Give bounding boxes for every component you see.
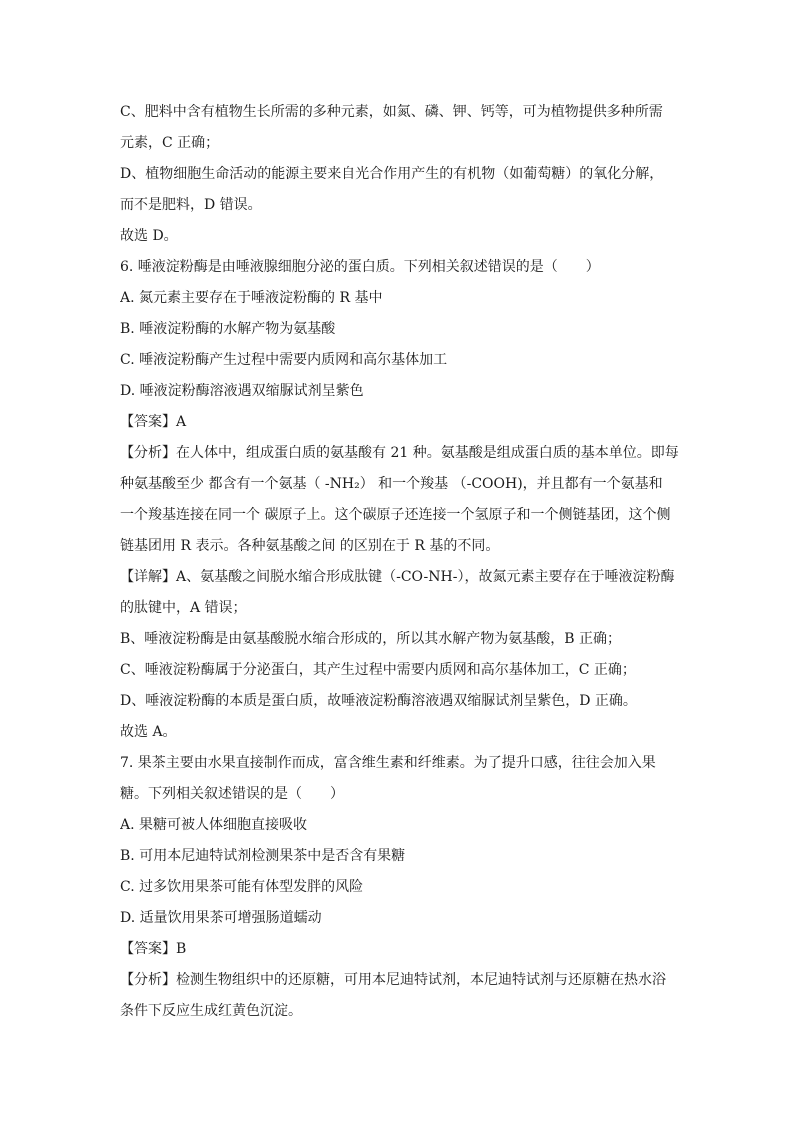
analysis-line: 【分析】检测生物组织中的还原糖，可用本尼迪特试剂，本尼迪特试剂与还原糖在热水浴 <box>120 972 666 988</box>
answer-line: 【答案】A <box>120 414 187 430</box>
option-c: C. 唾液淀粉酶产生过程中需要内质网和高尔基体加工 <box>120 352 448 368</box>
question-stem: 7. 果茶主要由水果直接制作而成，富含维生素和纤维素。为了提升口感，往往会加入果 <box>120 755 656 771</box>
detail-line: C、唾液淀粉酶属于分泌蛋白，其产生过程中需要内质网和高尔基体加工，C 正确； <box>120 662 636 678</box>
analysis-line: 条件下反应生成红黄色沉淀。 <box>120 1003 302 1019</box>
text-line: 元素，C 正确； <box>120 135 220 151</box>
text-line: C、肥料中含有植物生长所需的多种元素，如氮、磷、钾、钙等，可为植物提供多种所需 <box>120 104 663 120</box>
detail-line: 【详解】A、氨基酸之间脱水缩合形成肽键（-CO-NH-），故氮元素主要存在于唾液淀粉酶 <box>120 569 675 585</box>
question-stem: 糖。下列相关叙述错误的是（ ） <box>120 786 344 802</box>
detail-line: 的肽键中，A 错误； <box>120 600 247 616</box>
analysis-line: 链基团用 R 表示。各种氨基酸之间 的区别在于 R 基的不同。 <box>120 538 500 554</box>
text-line: D、植物细胞生命活动的能源主要来自光合作用产生的有机物（如葡萄糖）的氧化分解， <box>120 166 664 182</box>
detail-line: D、唾液淀粉酶的本质是蛋白质，故唾液淀粉酶溶液遇双缩脲试剂呈紫色，D 正确。 <box>120 693 637 709</box>
answer-line: 【答案】B <box>120 941 187 957</box>
option-b: B. 唾液淀粉酶的水解产物为氨基酸 <box>120 321 336 337</box>
option-c: C. 过多饮用果茶可能有体型发胖的风险 <box>120 879 364 895</box>
option-d: D. 适量饮用果茶可增强肠道蠕动 <box>120 910 322 926</box>
option-b: B. 可用本尼迪特试剂检测果茶中是否含有果糖 <box>120 848 406 864</box>
text-line: 而不是肥料，D 错误。 <box>120 197 262 213</box>
option-a: A. 氮元素主要存在于唾液淀粉酶的 R 基中 <box>120 290 383 306</box>
analysis-line: 一个羧基连接在同一个 碳原子上。这个碳原子还连接一个氢原子和一个侧链基团，这个侧 <box>120 507 671 523</box>
text-line: 故选 D。 <box>120 228 178 244</box>
detail-line: B、唾液淀粉酶是由氨基酸脱水缩合形成的，所以其水解产物为氨基酸，B 正确； <box>120 631 622 647</box>
text-line: 故选 A。 <box>120 724 177 740</box>
question-stem: 6. 唾液淀粉酶是由唾液腺细胞分泌的蛋白质。下列相关叙述错误的是（ ） <box>120 259 600 275</box>
option-a: A. 果糖可被人体细胞直接吸收 <box>120 817 308 833</box>
analysis-line: 种氨基酸至少 都含有一个氨基（ -NH₂） 和一个羧基 （-COOH)，并且都有一个氨基和 <box>120 476 663 492</box>
option-d: D. 唾液淀粉酶溶液遇双缩脲试剂呈紫色 <box>120 383 364 399</box>
analysis-line: 【分析】在人体中，组成蛋白质的氨基酸有 21 种。氨基酸是组成蛋白质的基本单位。即每 <box>120 445 679 461</box>
